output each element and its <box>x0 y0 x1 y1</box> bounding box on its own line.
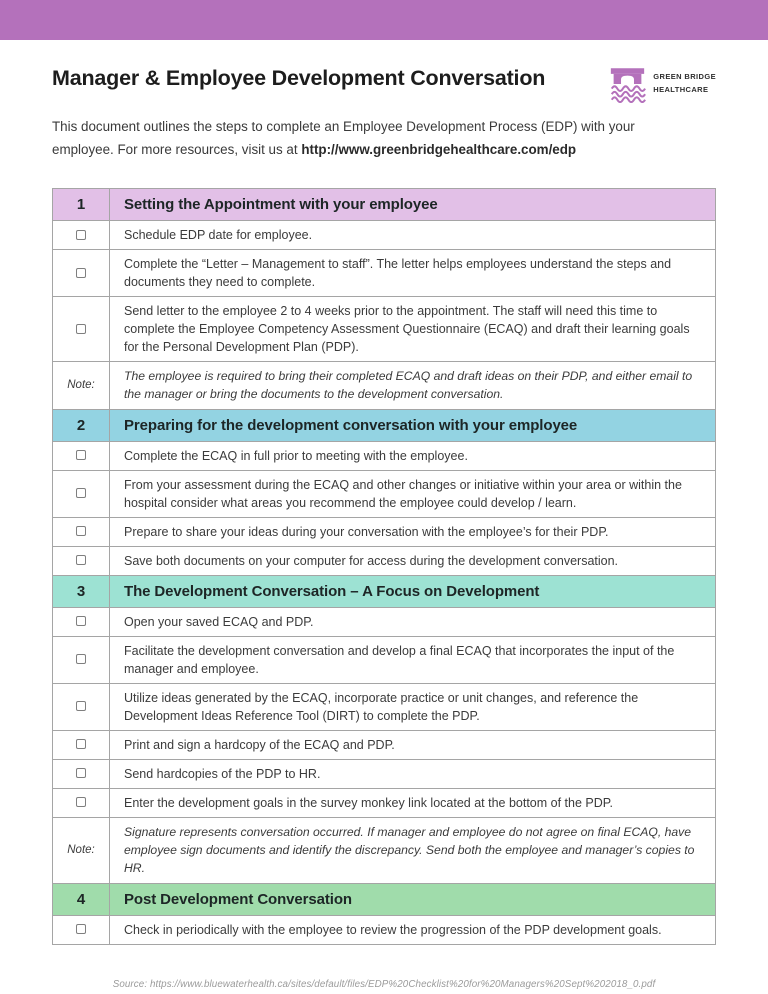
resources-url[interactable]: http://www.greenbridgehealthcare.com/edp <box>301 141 577 157</box>
checkbox-cell <box>53 221 110 250</box>
bridge-waves-icon <box>609 65 646 103</box>
note-label: Note: <box>53 362 110 410</box>
checkbox[interactable] <box>76 739 86 749</box>
note-label: Note: <box>53 817 110 883</box>
checklist-item-text: Save both documents on your computer for access during the development conversation. <box>110 546 716 575</box>
checkbox-cell <box>53 683 110 730</box>
company-name-line1: GREEN BRIDGE <box>653 72 716 81</box>
checkbox-cell <box>53 546 110 575</box>
page-title: Manager & Employee Development Conversation <box>52 66 546 90</box>
checklist-item-text: Send letter to the employee 2 to 4 weeks prior to the appointment. The staff will need this time to complete the Employee Competency Assessment Questionnaire (ECAQ) and draft their learning goals for the Personal Development Plan (PDP). <box>110 297 716 362</box>
checkbox[interactable] <box>76 324 86 334</box>
document-header <box>52 64 716 103</box>
section-title: The Development Conversation – A Focus on Development <box>110 575 716 607</box>
checkbox[interactable] <box>76 924 86 934</box>
checklist-item-text: Open your saved ECAQ and PDP. <box>110 607 716 636</box>
checkbox-cell <box>53 470 110 517</box>
checklist-item-text: Send hardcopies of the PDP to HR. <box>110 759 716 788</box>
checkbox[interactable] <box>76 768 86 778</box>
checklist-item-text: Print and sign a hardcopy of the ECAQ and PDP. <box>110 730 716 759</box>
section-number: 1 <box>53 189 110 221</box>
checklist-row <box>53 470 716 517</box>
checklist-row <box>53 759 716 788</box>
checkbox-cell <box>53 636 110 683</box>
checklist-item-text: Enter the development goals in the survey monkey link located at the bottom of the PDP. <box>110 788 716 817</box>
checklist-item-text: Utilize ideas generated by the ECAQ, incorporate practice or unit changes, and reference the Development Ideas Reference Tool (DIRT) to complete the PDP. <box>110 683 716 730</box>
checkbox[interactable] <box>76 268 86 278</box>
note-text: The employee is required to bring their completed ECAQ and draft ideas on their PDP, and either email to the manager or bring the documents to the development conversation. <box>110 362 716 410</box>
checkbox-cell <box>53 441 110 470</box>
checkbox-cell <box>53 297 110 362</box>
checkbox[interactable] <box>76 450 86 460</box>
checklist-item-text: Check in periodically with the employee to review the progression of the PDP development goals. <box>110 915 716 944</box>
section-4-header <box>53 883 716 915</box>
note-row <box>53 362 716 410</box>
source-citation: Source: https://www.bluewaterhealth.ca/sites/default/files/EDP%20Checklist%20for%20Managers%20Sept%202018_0.pdf <box>112 978 656 990</box>
company-name-line2: HEALTHCARE <box>653 85 709 95</box>
intro-paragraph <box>52 116 672 161</box>
checkbox-cell <box>53 915 110 944</box>
checklist-row <box>53 546 716 575</box>
checklist-item-text: Schedule EDP date for employee. <box>110 221 716 250</box>
checkbox[interactable] <box>76 488 86 498</box>
checklist-row <box>53 441 716 470</box>
company-logo <box>609 64 716 103</box>
checkbox-cell <box>53 250 110 297</box>
section-title: Preparing for the development conversation with your employee <box>110 409 716 441</box>
checklist-item-text: From your assessment during the ECAQ and other changes or initiative within your area or within the hospital consider what areas you recommend the employee could develop / learn. <box>110 470 716 517</box>
checkbox-cell <box>53 517 110 546</box>
checklist-row <box>53 915 716 944</box>
section-number: 2 <box>53 409 110 441</box>
section-title: Post Development Conversation <box>110 883 716 915</box>
company-name <box>653 65 716 96</box>
checkbox-cell <box>53 607 110 636</box>
intro-text: This document outlines the steps to complete an Employee Development Process (EDP) with your employee. For more resources, visit us at <box>52 119 635 157</box>
section-number: 3 <box>53 575 110 607</box>
section-title: Setting the Appointment with your employee <box>110 189 716 221</box>
checklist-item-text: Prepare to share your ideas during your conversation with the employee’s for their PDP. <box>110 517 716 546</box>
section-2-header <box>53 409 716 441</box>
checkbox[interactable] <box>76 797 86 807</box>
checkbox-cell <box>53 788 110 817</box>
note-text: Signature represents conversation occurred. If manager and employee do not agree on final ECAQ, have employee sign documents and identify the discrepancy. Send both the employee and manager’s copies to HR. <box>110 817 716 883</box>
checkbox[interactable] <box>76 230 86 240</box>
checklist-row <box>53 683 716 730</box>
checklist-row <box>53 607 716 636</box>
checkbox[interactable] <box>76 526 86 536</box>
checkbox-cell <box>53 759 110 788</box>
checkbox-cell <box>53 730 110 759</box>
checklist-row <box>53 297 716 362</box>
checklist-item-text: Complete the “Letter – Management to staff”. The letter helps employees understand the steps and documents they need to complete. <box>110 250 716 297</box>
section-number: 4 <box>53 883 110 915</box>
section-3-header <box>53 575 716 607</box>
top-accent-bar <box>0 0 768 40</box>
checklist-item-text: Facilitate the development conversation and develop a final ECAQ that incorporates the input of the manager and employee. <box>110 636 716 683</box>
document-page <box>0 40 768 990</box>
checklist-item-text: Complete the ECAQ in full prior to meeting with the employee. <box>110 441 716 470</box>
note-row <box>53 817 716 883</box>
checkbox[interactable] <box>76 701 86 711</box>
section-1-header <box>53 189 716 221</box>
checklist-row <box>53 788 716 817</box>
checkbox[interactable] <box>76 555 86 565</box>
checklist-row <box>53 250 716 297</box>
edp-checklist-table <box>52 188 716 944</box>
checklist-row <box>53 730 716 759</box>
checkbox[interactable] <box>76 654 86 664</box>
checklist-row <box>53 517 716 546</box>
checkbox[interactable] <box>76 616 86 626</box>
checklist-row <box>53 636 716 683</box>
checklist-row <box>53 221 716 250</box>
